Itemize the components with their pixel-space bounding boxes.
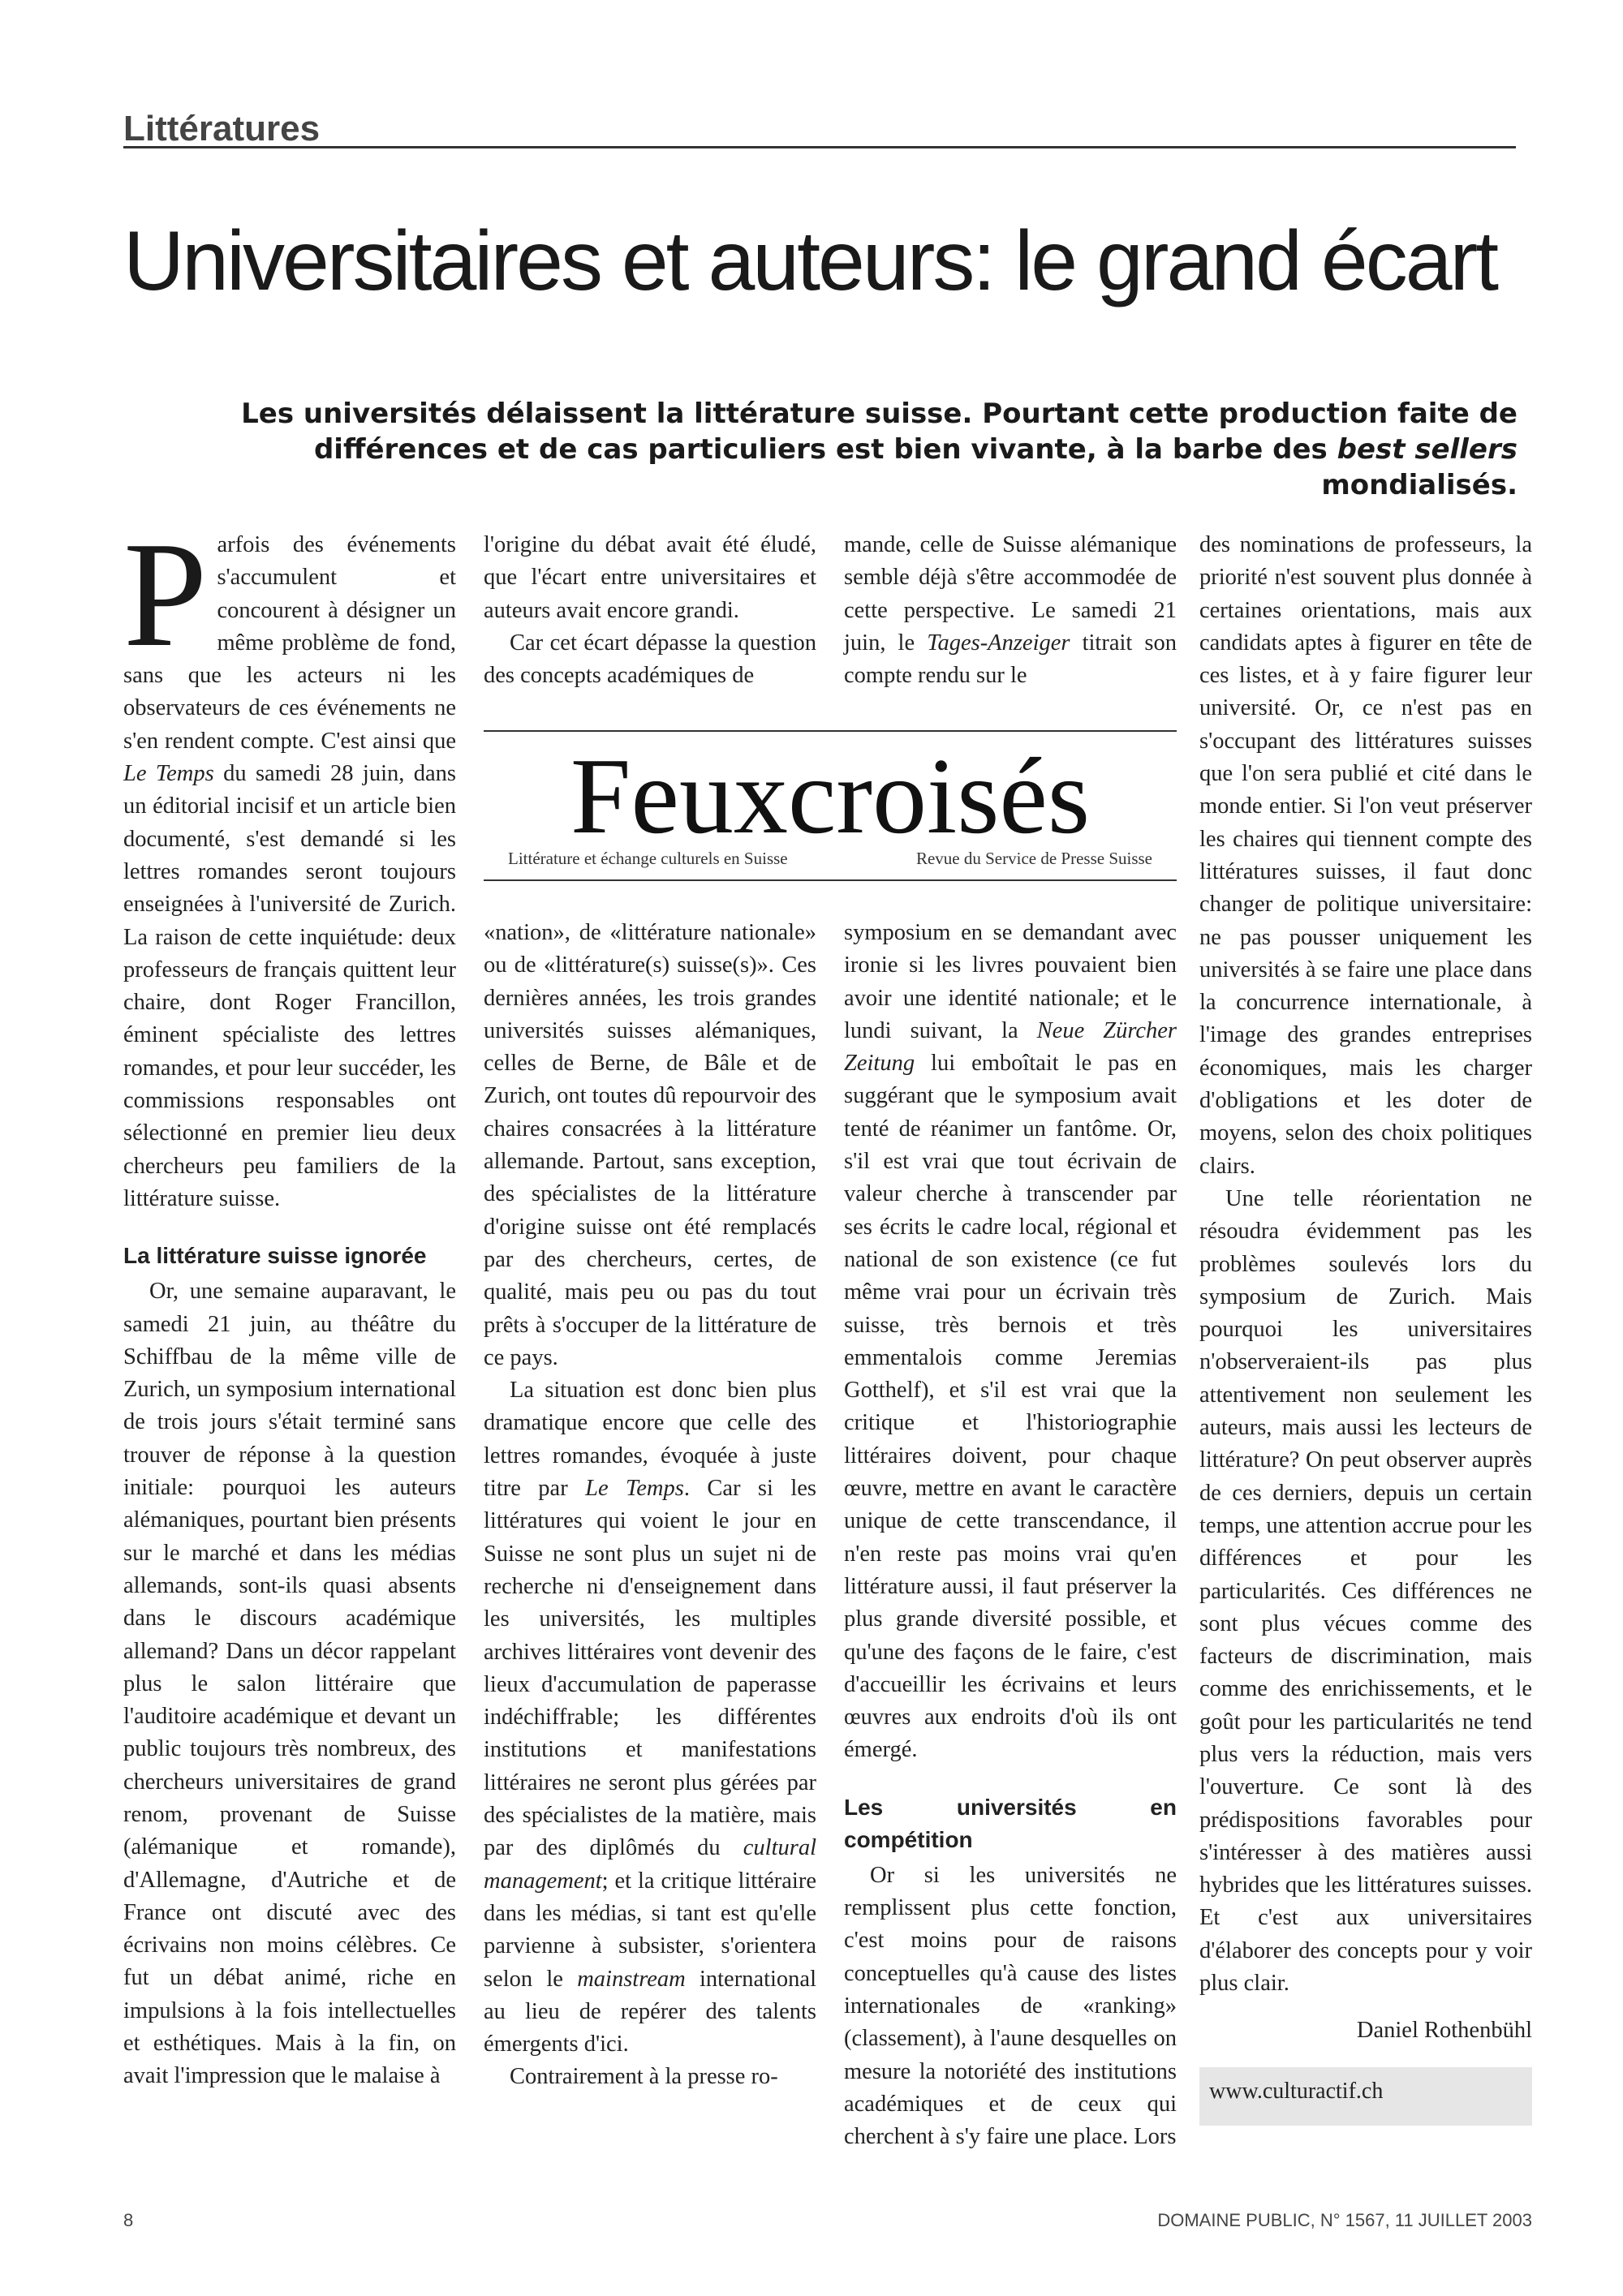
text: arfois des événements s'accumulent et concourent à désigner un même problème de fond, sans que les acteurs ni les observateurs de ces événements ne s'en rendent compte. C'est ainsi que: [123, 532, 456, 754]
lead-italic: best sellers: [1337, 433, 1518, 466]
text: lui emboîtait le pas en suggérant que le symposium avait tenté de réanimer un fantôme. Or, s'il est vrai que tout écrivain de valeur cherche à transcender par ses écrits le cadre local, régional et national de son existence (ce fut même vrai pour un écrivain très suisse, très bernois et très emmentalois comme Jeremias Gotthelf), et s'il est vrai que la critique et l'historiographie littéraires doivent, pour chaque œuvre, mettre en avant le caractère unique de cette transcendance, il n'en reste pas moins vrai qu'en littérature aussi, il faut préserver la plus grande diversité possible, et qu'une des façons de le faire, c'est d'accueillir les écrivains et leurs œuvres aux endroits d'où ils ont émergé.: [844, 1051, 1177, 1763]
section-label: Littératures: [123, 109, 321, 148]
text-italic: Neue Zürcher Zeitung: [844, 1017, 1177, 1077]
paragraph: Or, une semaine auparavant, le samedi 21 juin, au théâtre du Schiffbau de la même ville de Zurich, un symposium international de trois jours s'était terminé sans trouver de réponse à la question initiale: pourquoi les auteurs alémaniques, pourtant bien présents sur le marché et dans les médias allemands, sont-ils quasi absents dans le discours académique allemand? Dans un décor rappelant plus le salon littéraire que l'auditoire académique et devant un public toujours très nombreux, des chercheurs universitaires de grand renom, provenant de Suisse (alémanique et romande), d'Allemagne, d'Autriche et de France ont discuté avec des écrivains non moins célèbres. Ce fut un débat animé, riche en impulsions à la fois intellectuelles et esthétiques. Mais à la fin, on avait l'impression que le malaise à: [123, 1279, 456, 2089]
text: ; et la critique littéraire dans les médias, si tant est qu'elle parvienne à subsister, s'orientera selon le: [484, 1868, 816, 1992]
paragraph: [844, 917, 1177, 1767]
text-italic: mainstream: [577, 1966, 686, 1992]
banner-subtitle-right: Revue du Service de Presse Suisse: [915, 849, 1152, 868]
article-lead: [154, 396, 1518, 503]
banner-title: Feuxcroisés: [570, 736, 1091, 856]
publication-info: DOMAINE PUBLIC, N° 1567, 11 JUILLET 2003: [1157, 2210, 1532, 2230]
paragraph: Contrairement à la presse ro-: [510, 2064, 778, 2090]
column-1: [123, 511, 456, 2093]
section-header: [123, 104, 1516, 148]
paragraph: l'origine du débat avait été éludé, que l'écart entre universitaires et auteurs avait encore grandi.: [484, 532, 816, 623]
text: . Car si les littératures qui voient le jour en Suisse ne sont plus un sujet ni de recherche ni d'enseignement dans les universités, les multiples archives littéraires vont devenir des lieux d'accumulation de paperasse indéchiffrable; les différentes institutions et manifestations littéraires ne seront plus gérées par des spécialistes de la matière, mais par des diplômés du: [484, 1476, 816, 1861]
column-2-bottom: [484, 917, 816, 2094]
column-3-top: [844, 529, 1177, 692]
paragraph: des nominations de professeurs, la priorité n'est souvent plus donnée à certaines orientations, mais aux candidats aptes à figurer en tête de ces listes, et à y faire figurer leur université. Or, ce n'est pas en s'occupant des littératures suisses que l'on sera publié et cité dans le monde entier. Si l'on veut préserver les chaires qui tiennent compte des littératures suisses, il faut donc changer de politique universitaire: ne pas pousser uniquement les universités à se faire une place dans la concurrence internationale, à l'image des grandes entreprises économiques, mais les charger d'obligations et les doter de moyens, selon des choix politiques clairs.: [1199, 532, 1532, 1179]
paragraph: «nation», de «littérature nationale» ou de «littérature(s) suisse(s)». Ces dernières années, les trois grandes universités suisses alémaniques, celles de Berne, de Bâle et de Zurich, ont toutes dû repourvoir des chaires consacrées à la littérature allemande. Partout, sans exception, des spécialistes de la littérature d'origine suisse ont été remplacés par des chercheurs, certes, de qualité, mais peu ou pas du tout prêts à s'occuper de la littérature de ce pays.: [484, 920, 816, 1370]
paragraph: Une telle réorientation ne résoudra évidemment pas les problèmes soulevés lors du symposium de Zurich. Mais pourquoi les universitaires n'observeraient-ils pas plus attentivement non seulement les auteurs, mais aussi les lecteurs de littérature? On peut observer auprès de ces derniers, depuis un certain temps, une attention accrue pour les différences et pour les particularités. Ces différences ne sont plus vécues comme des facteurs de discrimination, mais comme des enrichissements, et le goût pour les particularités ne tend plus vers la réduction, mais vers l'ouverture. Ce sont là des prédispositions favorables pour s'intéresser à des matières aussi hybrides que les littératures suisses. Et c'est aux universitaires d'élaborer des concepts pour y voir plus clair.: [1199, 1185, 1532, 1997]
website-box[interactable]: [1199, 2067, 1532, 2126]
paragraph: Car cet écart dépasse la question des concepts académiques de: [484, 630, 816, 689]
subheading-litterature-suisse: La littérature suisse ignorée: [123, 1243, 427, 1269]
website-link[interactable]: www.culturactif.ch: [1209, 2079, 1384, 2104]
article-title: Universitaires et auteurs: le grand écart: [123, 214, 1497, 308]
author-signature: Daniel Rothenbühl: [1356, 2018, 1532, 2044]
paragraph: [484, 1374, 816, 2061]
text-italic: Le Temps: [585, 1476, 684, 1502]
lead-text-1: Les universités délaissent la littérature suisse. Pourtant cette production faite de différences et de cas particuliers est bien vivante, à la barbe des: [241, 398, 1518, 466]
text: international au lieu de repérer des talents émergents d'ici.: [484, 1966, 816, 2057]
paragraph: [844, 529, 1177, 692]
paragraph: Or si les universités ne remplissent plus cette fonction, c'est moins pour de raisons conceptuelles qu'à cause des listes internationales de «ranking» (classement), à l'aune desquelles on mesure la notoriété des institutions académiques et de ceux qui cherchent à s'y faire une place. Lors: [844, 1862, 1177, 2150]
page-number: 8: [123, 2210, 134, 2230]
text-italic: Tages-Anzeiger: [927, 630, 1070, 656]
text: du samedi 28 juin, dans un éditorial incisif et un article bien documenté, s'est demandé si les lettres romandes seront toujours enseignées à l'université de Zurich. La raison de cette inquiétude: deux professeurs de français quittent leur chaire, dont Roger Francillon, éminent spécialiste des lettres romandes, et pour leur succéder, les commissions responsables ont sélectionné en premier lieu deux chercheurs peu familiers de la littérature suisse.: [123, 761, 456, 1211]
column-3-bottom: [844, 917, 1177, 2153]
text: La situation est donc bien plus dramatique encore que celle des lettres romandes, évoquée à juste titre par: [484, 1378, 816, 1502]
paragraph: [123, 511, 456, 1215]
text: titrait son compte rendu sur le: [844, 630, 1177, 689]
column-4: [1199, 529, 1532, 2048]
subheading-universites-competition: Les universités en compétition: [844, 1794, 1177, 1852]
column-2-top: [484, 529, 816, 692]
text-italic: cultural management: [484, 1835, 816, 1894]
lead-text-2: mondialisés.: [1321, 469, 1518, 501]
banner-subtitle-left: Littérature et échange culturels en Suisse: [508, 849, 788, 868]
feuxcroises-banner: [484, 730, 1177, 881]
drop-cap: P: [123, 511, 208, 678]
text: symposium en se demandant avec ironie si les livres pouvaient bien avoir une identité nationale; et le lundi suivant, la: [844, 920, 1177, 1043]
text: mande, celle de Suisse alémanique semble déjà s'être accommodée de cette perspective. Le samedi 21 juin, le: [844, 532, 1177, 656]
text-italic: Le Temps: [123, 761, 214, 787]
